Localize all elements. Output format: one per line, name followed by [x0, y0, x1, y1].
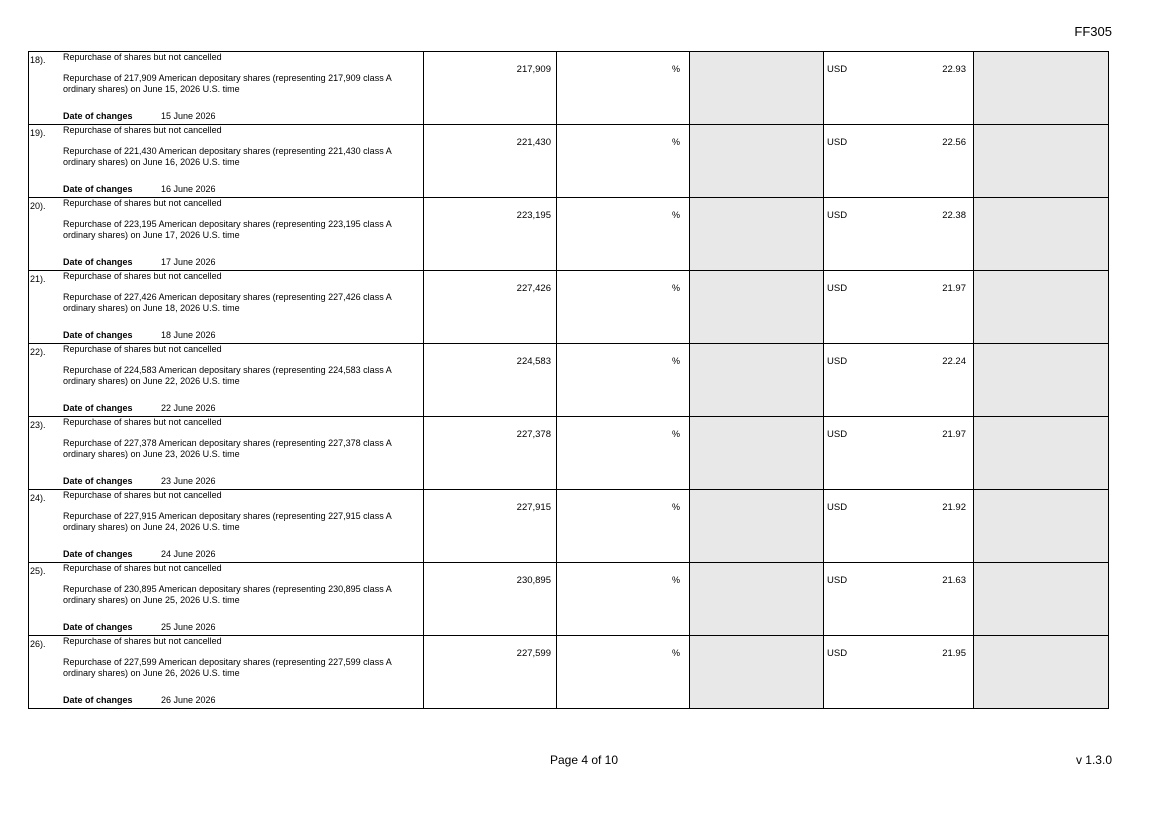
- shaded-cell: [690, 490, 824, 563]
- description-cell: [29, 563, 424, 636]
- date-of-changes-label: Date of changes: [63, 257, 133, 267]
- event-type: Repurchase of shares but not cancelled: [63, 636, 222, 646]
- event-type: Repurchase of shares but not cancelled: [63, 490, 222, 500]
- table-body: [29, 52, 1109, 709]
- currency: USD: [827, 429, 848, 440]
- shaded-cell: [690, 344, 824, 417]
- row-number: 19).: [30, 128, 46, 138]
- price-per-share: 21.95: [942, 648, 966, 659]
- number-of-shares: 227,599: [424, 636, 557, 709]
- number-of-shares: 227,426: [424, 271, 557, 344]
- table-row: [29, 125, 1109, 198]
- number-of-shares: 224,583: [424, 344, 557, 417]
- price-per-share: 21.92: [942, 502, 966, 513]
- currency: USD: [827, 502, 848, 513]
- event-detail: Repurchase of 227,378 American depositary shares (representing 227,378 class A ordinary shares) on June 23, 2026 U.S. time: [63, 438, 392, 459]
- shaded-cell: [974, 271, 1109, 344]
- percentage-cell: %: [557, 271, 690, 344]
- date-of-changes-value: 22 June 2026: [161, 403, 216, 413]
- table-row: [29, 563, 1109, 636]
- shaded-cell: [974, 198, 1109, 271]
- date-of-changes-label: Date of changes: [63, 403, 133, 413]
- event-detail: Repurchase of 227,426 American depositary shares (representing 227,426 class A ordinary shares) on June 18, 2026 U.S. time: [63, 292, 392, 313]
- date-of-changes-value: 24 June 2026: [161, 549, 216, 559]
- percentage-cell: %: [557, 490, 690, 563]
- date-of-changes-label: Date of changes: [63, 184, 133, 194]
- table-row: [29, 344, 1109, 417]
- date-of-changes-label: Date of changes: [63, 330, 133, 340]
- price-cell: [824, 636, 974, 709]
- row-number: 21).: [30, 274, 46, 284]
- shaded-cell: [690, 52, 824, 125]
- description-cell: [29, 125, 424, 198]
- number-of-shares: 221,430: [424, 125, 557, 198]
- row-number: 26).: [30, 639, 46, 649]
- event-type: Repurchase of shares but not cancelled: [63, 198, 222, 208]
- table-row: [29, 490, 1109, 563]
- date-of-changes-label: Date of changes: [63, 695, 133, 705]
- event-detail: Repurchase of 230,895 American depositary shares (representing 230,895 class A ordinary shares) on June 25, 2026 U.S. time: [63, 584, 392, 605]
- percentage-cell: %: [557, 52, 690, 125]
- row-number: 22).: [30, 347, 46, 357]
- percentage-cell: %: [557, 125, 690, 198]
- shaded-cell: [974, 417, 1109, 490]
- number-of-shares: 223,195: [424, 198, 557, 271]
- price-cell: [824, 198, 974, 271]
- percentage-cell: %: [557, 636, 690, 709]
- date-of-changes-value: 25 June 2026: [161, 622, 216, 632]
- shaded-cell: [974, 490, 1109, 563]
- table-row: [29, 271, 1109, 344]
- event-type: Repurchase of shares but not cancelled: [63, 52, 222, 62]
- event-detail: Repurchase of 227,599 American depositary shares (representing 227,599 class A ordinary shares) on June 26, 2026 U.S. time: [63, 657, 392, 678]
- row-number: 18).: [30, 55, 46, 65]
- row-number: 24).: [30, 493, 46, 503]
- price-cell: [824, 490, 974, 563]
- shaded-cell: [974, 563, 1109, 636]
- shaded-cell: [974, 52, 1109, 125]
- description-cell: [29, 52, 424, 125]
- event-type: Repurchase of shares but not cancelled: [63, 563, 222, 573]
- shaded-cell: [690, 125, 824, 198]
- event-type: Repurchase of shares but not cancelled: [63, 125, 222, 135]
- price-per-share: 21.63: [942, 575, 966, 586]
- date-of-changes-value: 15 June 2026: [161, 111, 216, 121]
- price-cell: [824, 344, 974, 417]
- description-cell: [29, 636, 424, 709]
- shaded-cell: [690, 417, 824, 490]
- shaded-cell: [974, 125, 1109, 198]
- date-of-changes-value: 17 June 2026: [161, 257, 216, 267]
- event-detail: Repurchase of 221,430 American depositary shares (representing 221,430 class A ordinary shares) on June 16, 2026 U.S. time: [63, 146, 392, 167]
- date-of-changes-label: Date of changes: [63, 476, 133, 486]
- description-cell: [29, 344, 424, 417]
- currency: USD: [827, 137, 848, 148]
- event-detail: Repurchase of 217,909 American depositary shares (representing 217,909 class A ordinary shares) on June 15, 2026 U.S. time: [63, 73, 392, 94]
- price-cell: [824, 52, 974, 125]
- date-of-changes-value: 18 June 2026: [161, 330, 216, 340]
- price-per-share: 22.56: [942, 137, 966, 148]
- event-detail: Repurchase of 224,583 American depositary shares (representing 224,583 class A ordinary shares) on June 22, 2026 U.S. time: [63, 365, 392, 386]
- shaded-cell: [690, 198, 824, 271]
- currency: USD: [827, 64, 848, 75]
- description-cell: [29, 417, 424, 490]
- percentage-cell: %: [557, 344, 690, 417]
- date-of-changes-value: 23 June 2026: [161, 476, 216, 486]
- price-per-share: 22.93: [942, 64, 966, 75]
- share-changes-table: [28, 51, 1109, 709]
- date-of-changes-value: 26 June 2026: [161, 695, 216, 705]
- table-row: [29, 52, 1109, 125]
- price-per-share: 22.24: [942, 356, 966, 367]
- price-per-share: 22.38: [942, 210, 966, 221]
- currency: USD: [827, 283, 848, 294]
- row-number: 25).: [30, 566, 46, 576]
- table-row: [29, 417, 1109, 490]
- price-per-share: 21.97: [942, 283, 966, 294]
- number-of-shares: 227,915: [424, 490, 557, 563]
- event-detail: Repurchase of 223,195 American depositary shares (representing 223,195 class A ordinary shares) on June 17, 2026 U.S. time: [63, 219, 392, 240]
- number-of-shares: 230,895: [424, 563, 557, 636]
- percentage-cell: %: [557, 198, 690, 271]
- form-code: FF305: [1074, 24, 1112, 39]
- number-of-shares: 227,378: [424, 417, 557, 490]
- shaded-cell: [690, 563, 824, 636]
- description-cell: [29, 490, 424, 563]
- percentage-cell: %: [557, 563, 690, 636]
- row-number: 23).: [30, 420, 46, 430]
- event-type: Repurchase of shares but not cancelled: [63, 271, 222, 281]
- table-row: [29, 636, 1109, 709]
- event-detail: Repurchase of 227,915 American depositary shares (representing 227,915 class A ordinary shares) on June 24, 2026 U.S. time: [63, 511, 392, 532]
- currency: USD: [827, 575, 848, 586]
- table-row: [29, 198, 1109, 271]
- currency: USD: [827, 648, 848, 659]
- shaded-cell: [690, 636, 824, 709]
- date-of-changes-label: Date of changes: [63, 549, 133, 559]
- price-per-share: 21.97: [942, 429, 966, 440]
- date-of-changes-label: Date of changes: [63, 622, 133, 632]
- shaded-cell: [974, 344, 1109, 417]
- event-type: Repurchase of shares but not cancelled: [63, 417, 222, 427]
- description-cell: [29, 198, 424, 271]
- version-label: v 1.3.0: [1075, 753, 1112, 767]
- description-cell: [29, 271, 424, 344]
- currency: USD: [827, 210, 848, 221]
- shaded-cell: [690, 271, 824, 344]
- price-cell: [824, 125, 974, 198]
- shaded-cell: [974, 636, 1109, 709]
- price-cell: [824, 417, 974, 490]
- number-of-shares: 217,909: [424, 52, 557, 125]
- date-of-changes-label: Date of changes: [63, 111, 133, 121]
- currency: USD: [827, 356, 848, 367]
- price-cell: [824, 563, 974, 636]
- price-cell: [824, 271, 974, 344]
- page-number: Page 4 of 10: [549, 753, 619, 767]
- percentage-cell: %: [557, 417, 690, 490]
- event-type: Repurchase of shares but not cancelled: [63, 344, 222, 354]
- row-number: 20).: [30, 201, 46, 211]
- date-of-changes-value: 16 June 2026: [161, 184, 216, 194]
